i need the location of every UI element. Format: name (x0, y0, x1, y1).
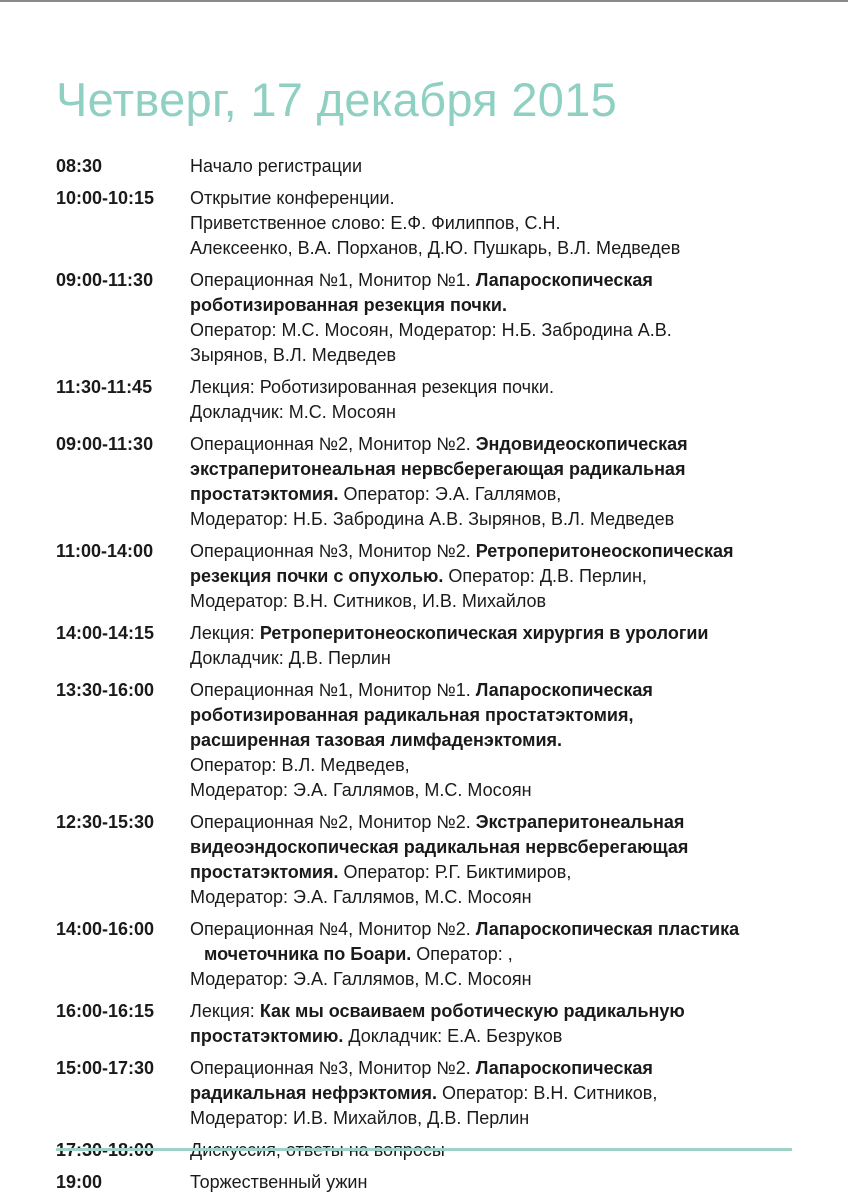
schedule-time: 14:00-14:15 (56, 623, 155, 643)
description-line (190, 343, 790, 368)
bold-text: Лапароскопическая (475, 270, 653, 290)
bold-text: Лапароскопическая (475, 680, 653, 700)
plain-text: Зырянов, В.Л. Медведев (190, 345, 397, 365)
plain-text: Лекция: (190, 1001, 260, 1021)
bold-text: роботизированная резекция почки. (190, 295, 507, 315)
description-line (190, 318, 790, 343)
plain-text: Оператор: Р.Г. Биктимиров, (338, 862, 572, 882)
schedule-time: 09:00-11:30 (56, 270, 154, 290)
plain-text: Модератор: Э.А. Галлямов, М.С. Мосоян (190, 969, 532, 989)
schedule-row (56, 539, 796, 614)
description-line (190, 860, 790, 885)
schedule-description (190, 432, 790, 532)
description-line (190, 678, 790, 703)
schedule-description (190, 539, 790, 614)
description-line (190, 539, 790, 564)
description-line (190, 1081, 790, 1106)
plain-text: Начало регистрации (190, 156, 363, 176)
bold-text: простатэктомия. (190, 484, 339, 504)
schedule-row (56, 1056, 796, 1131)
description-line (190, 728, 790, 753)
bold-text: резекция почки с опухолью. (190, 566, 444, 586)
schedule-time: 11:00-14:00 (56, 541, 154, 561)
description-line (190, 293, 790, 318)
schedule-description (190, 186, 790, 261)
schedule-description (190, 999, 790, 1049)
plain-text: Модератор: Э.А. Галлямов, М.С. Мосоян (190, 780, 532, 800)
description-line (190, 236, 790, 261)
bottom-divider (56, 1148, 792, 1151)
schedule-row (56, 917, 796, 992)
schedule-list (56, 154, 796, 1202)
plain-text: Модератор: В.Н. Ситников, И.В. Михайлов (190, 591, 547, 611)
plain-text: Модератор: И.В. Михайлов, Д.В. Перлин (190, 1108, 530, 1128)
schedule-description (190, 268, 790, 368)
description-line (190, 589, 790, 614)
plain-text: Операционная №3, Монитор №2. (190, 1058, 476, 1078)
schedule-description (190, 1170, 790, 1195)
description-line (190, 703, 790, 728)
description-line (190, 507, 790, 532)
plain-text: Оператор: , (411, 944, 513, 964)
plain-text: Модератор: Н.Б. Забродина А.В. Зырянов, В.Л. Медведев (190, 509, 675, 529)
schedule-description (190, 1056, 790, 1131)
plain-text: Оператор: В.Л. Медведев, (190, 755, 410, 775)
top-border (0, 0, 848, 2)
plain-text: Открытие конференции. (190, 188, 395, 208)
bold-text: Ретроперитонеоскопическая (475, 541, 734, 561)
schedule-row (56, 432, 796, 532)
plain-text: Оператор: М.С. Мосоян, Модератор: Н.Б. Забродина А.В. (190, 320, 672, 340)
bold-text: мочеточника по Боари. (204, 944, 412, 964)
bold-text: роботизированная радикальная простатэктомия, (190, 705, 634, 725)
plain-text: Алексеенко, В.А. Порханов, Д.Ю. Пушкарь, В.Л. Медведев (190, 238, 681, 258)
bold-text: экстраперитонеальная нервсберегающая радикальная (190, 459, 686, 479)
bold-text: Эндовидеоскопическая (475, 434, 688, 454)
description-line (190, 810, 790, 835)
bold-text: Лапароскопическая (475, 1058, 653, 1078)
schedule-time: 10:00-10:15 (56, 188, 155, 208)
description-line (190, 835, 790, 860)
bold-text: расширенная тазовая лимфаденэктомия. (190, 730, 563, 750)
plain-text: Лекция: Роботизированная резекция почки. (190, 377, 554, 397)
plain-text: Операционная №3, Монитор №2. (190, 541, 476, 561)
schedule-row (56, 1170, 796, 1195)
description-line (190, 154, 790, 179)
schedule-time: 09:00-11:30 (56, 434, 154, 454)
plain-text: Операционная №1, Монитор №1. (190, 680, 476, 700)
plain-text: Оператор: Э.А. Галлямов, (338, 484, 562, 504)
schedule-description (190, 678, 790, 803)
schedule-time: 11:30-11:45 (56, 377, 153, 397)
description-line (190, 646, 790, 671)
schedule-time: 14:00-16:00 (56, 919, 155, 939)
schedule-description (190, 917, 790, 992)
schedule-time: 08:30 (56, 156, 103, 176)
description-line (190, 457, 790, 482)
schedule-row (56, 621, 796, 671)
description-line (190, 1170, 790, 1195)
schedule-time: 19:00 (56, 1172, 103, 1192)
bold-text: Лапароскопическая пластика (475, 919, 740, 939)
description-line (190, 621, 790, 646)
plain-text: Модератор: Э.А. Галлямов, М.С. Мосоян (190, 887, 532, 907)
description-line (190, 564, 790, 589)
description-line (190, 400, 790, 425)
description-line (190, 917, 790, 942)
description-line (190, 778, 790, 803)
schedule-description (190, 375, 790, 425)
schedule-time: 12:30-15:30 (56, 812, 155, 832)
bold-text: видеоэндоскопическая радикальная нервсберегающая (190, 837, 689, 857)
description-line (190, 1056, 790, 1081)
plain-text: Оператор: В.Н. Ситников, (436, 1083, 658, 1103)
description-line (190, 885, 790, 910)
schedule-description (190, 810, 790, 910)
bold-text: радикальная нефрэктомия. (190, 1083, 437, 1103)
schedule-time: 13:30-16:00 (56, 680, 155, 700)
plain-text: Приветственное слово: Е.Ф. Филиппов, С.Н. (190, 213, 561, 233)
schedule-row (56, 810, 796, 910)
plain-text: Операционная №2, Монитор №2. (190, 812, 476, 832)
bold-text: простатэктомия. (190, 862, 339, 882)
bold-text: Экстраперитонеальная (475, 812, 685, 832)
description-line (190, 1106, 790, 1131)
plain-text: Операционная №2, Монитор №2. (190, 434, 476, 454)
bold-text: Как мы осваиваем роботическую радикальную (259, 1001, 685, 1021)
description-line (190, 432, 790, 457)
schedule-row (56, 186, 796, 261)
description-line (190, 375, 790, 400)
schedule-description (190, 621, 790, 671)
description-line (190, 967, 790, 992)
schedule-time: 15:00-17:30 (56, 1058, 155, 1078)
schedule-row (56, 268, 796, 368)
description-line (190, 999, 790, 1024)
page-title: Четверг, 17 декабря 2015 (56, 73, 618, 126)
schedule-row (56, 154, 796, 179)
plain-text: Докладчик: Д.В. Перлин (190, 648, 391, 668)
schedule-row (56, 999, 796, 1049)
description-line (190, 268, 790, 293)
description-line (190, 186, 790, 211)
plain-text: Операционная №4, Монитор №2. (190, 919, 476, 939)
description-line (190, 753, 790, 778)
schedule-row (56, 375, 796, 425)
schedule-time: 16:00-16:15 (56, 1001, 155, 1021)
description-line (190, 1024, 790, 1049)
description-line (190, 482, 790, 507)
plain-text: Докладчик: М.С. Мосоян (190, 402, 396, 422)
plain-text: Операционная №1, Монитор №1. (190, 270, 476, 290)
plain-text: Оператор: Д.В. Перлин, (443, 566, 647, 586)
bold-text: простатэктомию. (190, 1026, 344, 1046)
description-line (190, 942, 790, 967)
plain-text: Торжественный ужин (190, 1172, 368, 1192)
schedule-description (190, 154, 790, 179)
schedule-row (56, 678, 796, 803)
plain-text: Лекция: (190, 623, 260, 643)
plain-text: Докладчик: Е.А. Безруков (343, 1026, 563, 1046)
description-line (190, 211, 790, 236)
bold-text: Ретроперитонеоскопическая хирургия в урологии (259, 623, 709, 643)
